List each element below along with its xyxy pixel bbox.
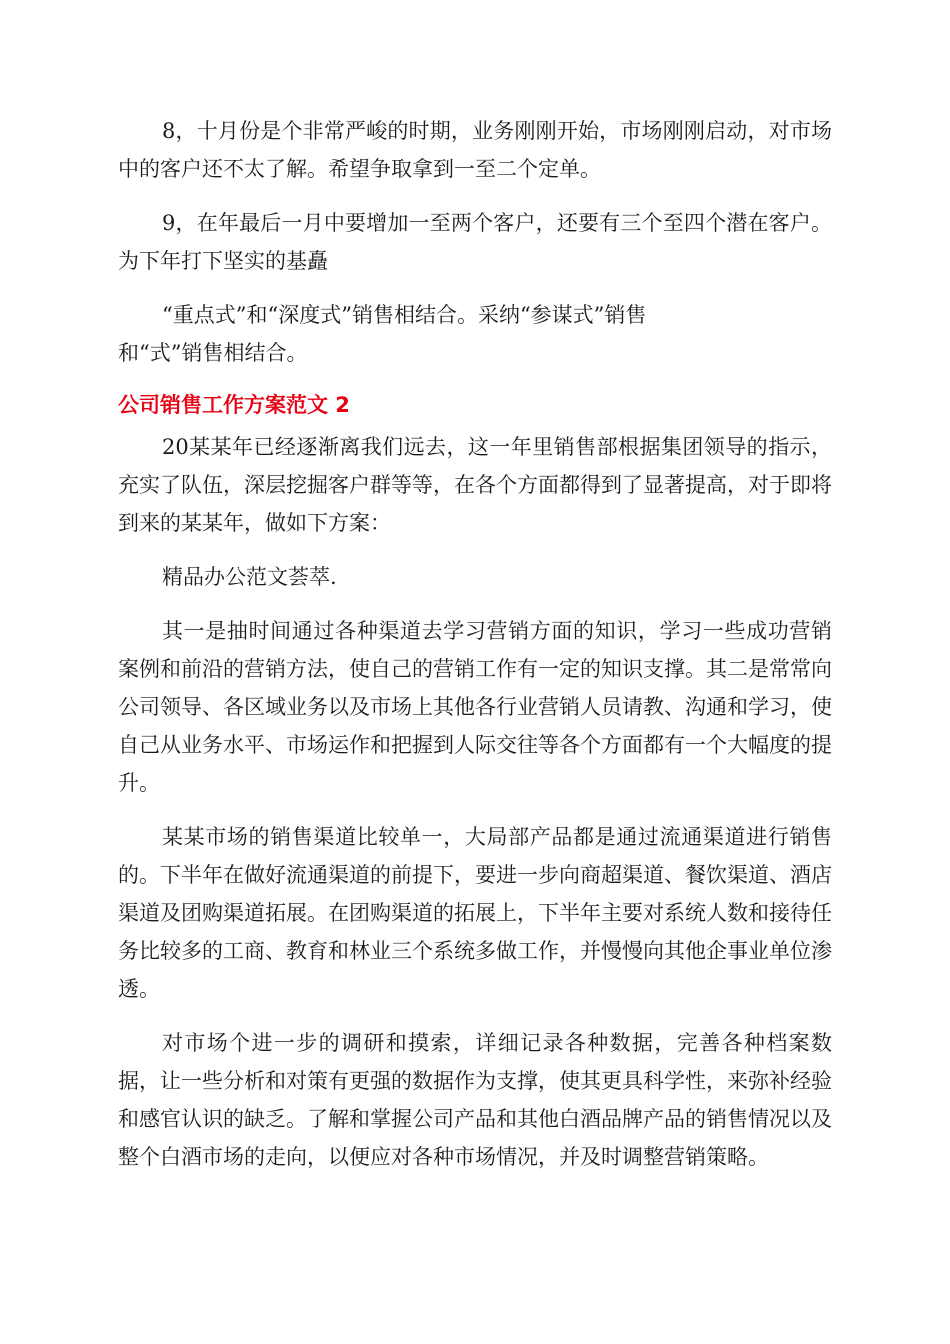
section-paragraph-intro: 20某某年已经逐渐离我们远去，这一年里销售部根据集团领导的指示，充实了队伍，深层挖掘客户群等等，在各个方面都得到了显著提高，对于即将到来的某某年，做如下方案： bbox=[118, 435, 832, 535]
section-paragraph-research: 对市场个进一步的调研和摸索，详细记录各种数据，完善各种档案数据，让一些分析和对策有更强的数据作为支撑，使其更具科学性，来弥补经验和感官认识的缺乏。了解和掌握公司产品和其他白酒品牌产品的销售情况以及整个白酒市场的走向，以便应对各种市场情况，并及时调整营销策略。 bbox=[118, 1031, 832, 1169]
paragraph-item-9: 9，在年最后一月中要增加一至两个客户，还要有三个至四个潜在客户。为下年打下坚实的基矗 bbox=[118, 211, 832, 273]
quote-line-1: “重点式”和“深度式”销售相结合。采纳“参谋式”销售 bbox=[162, 303, 647, 327]
quote-block bbox=[118, 296, 832, 372]
section-paragraph-learning: 其一是抽时间通过各种渠道去学习营销方面的知识，学习一些成功营销案例和前沿的营销方法，使自己的营销工作有一定的知识支撑。其二是常常向公司领导、各区域业务以及市场上其他各行业营销人员请教、沟通和学习，使自己从业务水平、市场运作和把握到人际交往等各个方面都有一个大幅度的提升。 bbox=[118, 619, 832, 795]
section-paragraph-channels: 某某市场的销售渠道比较单一，大局部产品都是通过流通渠道进行销售的。下半年在做好流通渠道的前提下，要进一步向商超渠道、餐饮渠道、酒店渠道及团购渠道拓展。在团购渠道的拓展上，下半年主要对系统人数和接待任务比较多的工商、教育和林业三个系统多做工作，并慢慢向其他企事业单位渗透。 bbox=[118, 825, 832, 1001]
paragraph-item-8: 8，十月份是个非常严峻的时期，业务刚刚开始，市场刚刚启动，对市场中的客户还不太了解。希望争取拿到一至二个定单。 bbox=[118, 119, 832, 181]
quote-line-2: 和“式”销售相结合。 bbox=[118, 341, 308, 365]
section-heading: 公司销售工作方案范文 2 bbox=[118, 393, 350, 417]
section-paragraph-note: 精品办公范文荟萃. bbox=[162, 565, 337, 589]
